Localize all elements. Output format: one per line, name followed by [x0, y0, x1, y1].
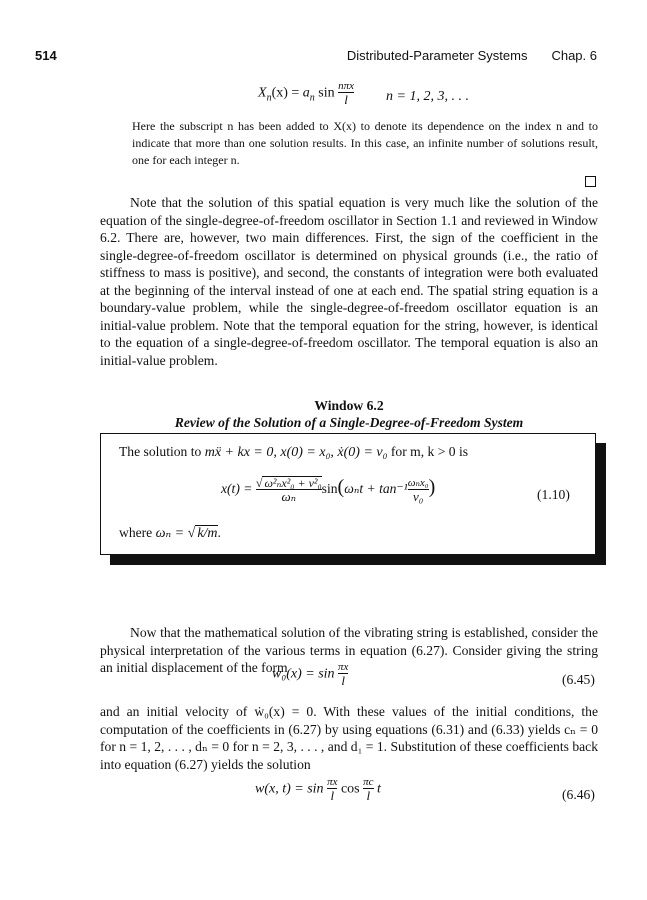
running-title: Distributed-Parameter Systems [346, 48, 528, 63]
fraction-amplitude: $\frac{\text{√ ω²ₙx²₀ + v²₀}}{\text{ωₙ}}$ [255, 476, 322, 504]
paragraph-coefficients: and an initial velocity of ẇ₀(x) = 0. With these values of the initial conditions, the computation of the coefficients in (6.27) by using equations (6.31) and (6.33) yields cₙ = 0 for n = 1, 2, . . . , dₙ = 0 for n = 2, 3, . . . , and d₁ = 1. Substitution of these coefficients back into equation (6.27) yields the solution [100, 704, 598, 772]
chapter-label: Chap. 6 [551, 48, 597, 63]
equation-number-6-46: (6.46) [562, 787, 595, 802]
paragraph-interpretation: Now that the mathematical solution of the vibrating string is established, consider the physical interpretation of the various terms in equation (6.27). Consider giving the string an initial displacement of the form [100, 625, 598, 675]
paragraph-comparison: Note that the solution of this spatial equation is very much like the solution of the equation of the single-degree-of-freedom oscillator in Section 1.1 and reviewed in Window 6.2. There are, however, two main differences. First, the sign of the coefficient in the single-degree-of-freedom oscillator is determined on physical grounds (i.e., the ratio of stiffness to mass is positive), and second, the constants of integration were both evaluated at the beginning of the interval instead of one at each end. The spatial string equation is a boundary-value problem, while the single-degree-of-freedom oscillator equation is an initial-value problem. Note that the temporal equation for the string, however, is identical to the equation of a single-degree-of-freedom oscillator. The temporal equation is also an initial-value problem. [100, 195, 598, 368]
window-intro: The solution to mẍ + kx = 0, x(0) = x₀, ẋ(0) = v₀ for m, k > 0 is [119, 444, 469, 460]
index-range: n = 1, 2, 3, . . . [386, 89, 469, 104]
equation-6-45: w₀(x) = sin $\frac{\pi x}{l}$ [272, 661, 349, 688]
window-equation: x(t) = $\frac{\text{√ ω²ₙx²₀ + v²₀}}{\text{ωₙ}}$ sin(ωₙt + tan⁻¹ $\frac{\text{ωₙx₀}}{\text{v₀}}$ ) [221, 476, 436, 504]
fraction-phase: $\frac{\text{ωₙx₀}}{\text{v₀}}$ [407, 476, 429, 504]
window-where: where ωₙ = √ k/m. [119, 525, 221, 541]
window-subtitle: Review of the Solution of a Single-Degree-of-Freedom System [174, 415, 524, 430]
fraction-pix-l: $\frac{\pi x}{l}$ [338, 661, 349, 688]
running-head [347, 48, 597, 63]
fraction-pix-l-2: $\frac{\pi x}{l}$ [327, 776, 338, 803]
equation-number-6-45: (6.45) [562, 672, 595, 687]
fraction-pic-l: $\frac{\pi c}{l}$ [363, 776, 374, 803]
page-number: 514 [35, 48, 57, 63]
subscript-note: Here the subscript n has been added to X(x) to denote its dependence on the index n and to indicate that more than one solution results. In this case, an infinite number of solutions result, one for each integer n. [132, 119, 598, 167]
equation-xn: $X_n(x) = a_n$ sin $\frac{\text{nπx}}{l}$ [258, 80, 355, 107]
window-title: Window 6.2 [314, 398, 384, 413]
window-box [100, 433, 596, 555]
equation-number-1-10: (1.10) [537, 487, 570, 502]
fraction-npix-l: $\frac{\text{nπx}}{l}$ [338, 80, 355, 107]
equation-6-46: w(x, t) = sin $\frac{\pi x}{l}$ cos $\frac{\pi c}{l}$ t [255, 776, 381, 803]
end-of-example-box [585, 176, 596, 187]
